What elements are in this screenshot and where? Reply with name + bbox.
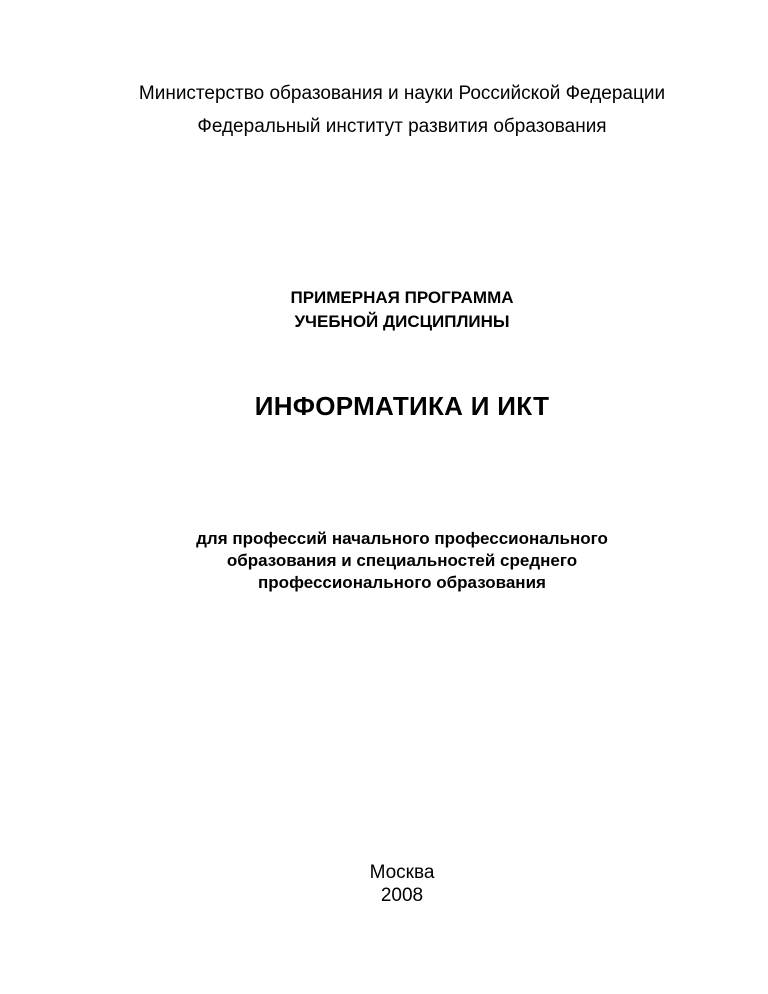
- ministry-name: Министерство образования и науки Российской Федерации: [138, 83, 666, 104]
- publication-year: 2008: [380, 885, 424, 906]
- discipline-title: ИНФОРМАТИКА И ИКТ: [254, 391, 550, 421]
- audience-line-3: профессионального образования: [258, 573, 546, 592]
- program-title-line-2: УЧЕБНОЙ ДИСЦИПЛИНЫ: [294, 312, 510, 331]
- audience-line-2: образования и специальностей среднего: [226, 551, 578, 570]
- publication-city: Москва: [369, 862, 435, 883]
- audience-line-1: для профессий начального профессионального: [196, 529, 608, 548]
- institute-name: Федеральный институт развития образования: [197, 116, 607, 137]
- program-title-line-1: ПРИМЕРНАЯ ПРОГРАММА: [290, 288, 514, 307]
